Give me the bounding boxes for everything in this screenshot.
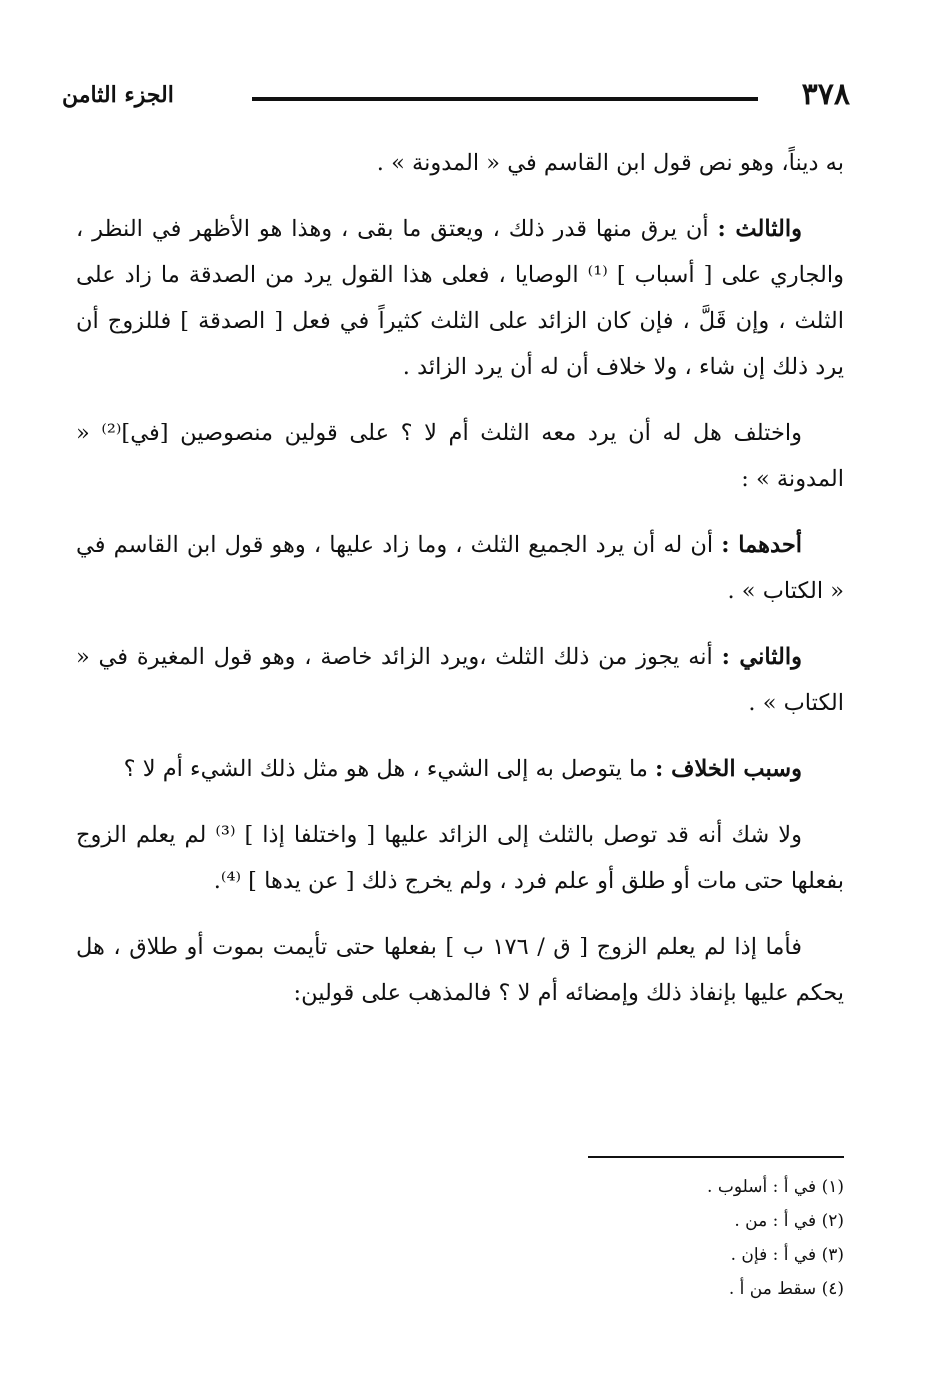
paragraph-text: واختلف هل له أن يرد معه الثلث أم لا ؟ على قولين منصوصين [في]⁽²⁾ « المدونة » :: [76, 420, 844, 492]
paragraph-3: [76, 410, 844, 502]
paragraph-text: ولا شك أنه قد توصل بالثلث إلى الزائد عليها [ واختلفا إذا ] ⁽³⁾ لم يعلم الزوج بفعلها حتى مات أو طلق أو علم فرد ، ولم يخرج ذلك [ عن يدها ] ⁽⁴⁾.: [76, 822, 844, 894]
footnote-2: (٢) في أ : من .: [734, 1211, 844, 1231]
footnotes: [500, 1170, 844, 1306]
paragraph-text: به ديناً، وهو نص قول ابن القاسم في « المدونة » .: [376, 150, 844, 176]
paragraph-6: [76, 746, 844, 792]
paragraph-lead: والثالث :: [717, 216, 802, 242]
running-title: الجزء الثامن: [62, 82, 174, 108]
paragraph-text: أن يرق منها قدر ذلك ، ويعتق ما بقى ، وهذا هو الأظهر في النظر ، والجاري على [ أسباب ] ⁽¹⁾ الوصايا ، فعلى هذا القول يرد من الصدقة ما زاد على الثلث ، وإن قَلَّ ، فإن كان الزائد على الثلث كثيراً في فعل [ الصدقة ] فللزوج أن يرد ذلك إن شاء ، ولا خلاف أن له أن يرد الزائد .: [76, 216, 845, 380]
paragraph-2: [76, 206, 844, 390]
paragraph-8: [76, 924, 844, 1016]
footnote-4: (٤) سقط من أ .: [728, 1279, 844, 1299]
paragraph-5: [76, 634, 844, 726]
page-number: ٣٧٨: [801, 77, 850, 112]
paragraph-text: ما يتوصل به إلى الشيء ، هل هو مثل ذلك الشيء أم لا ؟: [123, 756, 656, 782]
footnote-1: (١) في أ : أسلوب .: [707, 1177, 844, 1197]
paragraph-text: أنه يجوز من ذلك الثلث ،ويرد الزائد خاصة ، وهو قول المغيرة في « الكتاب » .: [76, 644, 844, 716]
header-rule: [252, 97, 758, 101]
body-text: [76, 140, 844, 1036]
paragraph-1: [76, 140, 844, 186]
page-header: [62, 76, 850, 116]
paragraph-lead: أحدهما :: [721, 532, 802, 558]
paragraph-4: [76, 522, 844, 614]
paragraph-7: [76, 812, 844, 904]
footnote-3: (٣) في أ : فإن .: [730, 1245, 844, 1265]
paragraph-text: أن له أن يرد الجميع الثلث ، وما زاد عليها ، وهو قول ابن القاسم في « الكتاب » .: [76, 532, 844, 604]
paragraph-lead: وسبب الخلاف :: [655, 756, 802, 782]
paragraph-lead: والثاني :: [721, 644, 802, 670]
paragraph-text: فأما إذا لم يعلم الزوج [ ق / ١٧٦ ب ] بفعلها حتى تأيمت بموت أو طلاق ، هل يحكم عليها بإنفاذ ذلك وإمضائه أم لا ؟ فالمذهب على قولين:: [76, 934, 844, 1006]
footnote-separator: [588, 1156, 844, 1158]
